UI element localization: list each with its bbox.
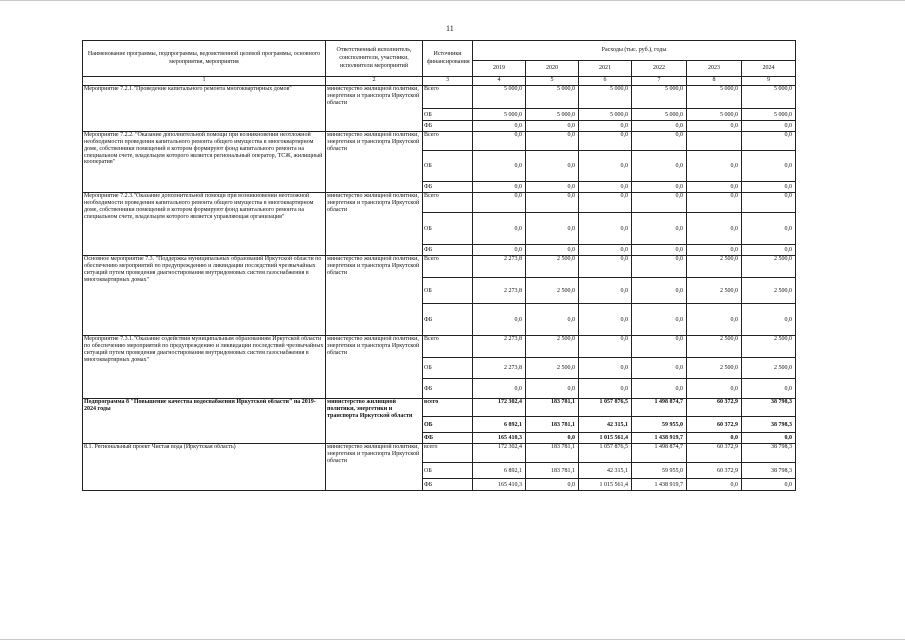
expense-value: 0,0: [579, 121, 632, 132]
expense-value: 183 781,1: [526, 399, 579, 417]
expense-value: 0,0: [473, 213, 526, 245]
header-executor: Ответственный исполнитель, соисполнители, участники, исполнители мероприятий: [326, 41, 423, 77]
expense-value: 0,0: [632, 358, 687, 379]
expense-value: 1 015 561,4: [579, 479, 632, 491]
expense-value: 1 057 876,5: [579, 444, 632, 463]
expense-value: 0,0: [632, 256, 687, 278]
expense-value: 0,0: [742, 121, 796, 132]
expense-value: 42 315,1: [579, 417, 632, 433]
expense-value: 0,0: [579, 304, 632, 336]
executor-name: министерство жилищной политики, энергетики и транспорта Иркутской области: [326, 336, 423, 399]
funding-source: Всего: [423, 336, 473, 358]
activity-name: Мероприятие 7.2.1."Проведение капитального ремонта многоквартирных домов": [83, 86, 326, 132]
expense-value: 0,0: [632, 132, 687, 151]
executor-name: министерство жилищной политики, энергетики и транспорта Иркутской области: [326, 132, 423, 193]
expense-value: 0,0: [579, 182, 632, 193]
year-header: 2024: [742, 61, 796, 77]
table-row: [83, 132, 796, 151]
funding-source: ОБ: [423, 417, 473, 433]
expense-value: 0,0: [579, 151, 632, 182]
activity-name: Мероприятие 7.2.3."Оказание дополнительной помощи при возникновении неотложной необходимости проведения капитального ремонта общего имущества в многоквартирном доме, собственники помещений в котором формируют фонд капитального ремонта на специальном счете, владельцем которого является управляющая организация": [83, 193, 326, 256]
expense-value: 0,0: [687, 182, 742, 193]
expense-value: 2 500,0: [742, 358, 796, 379]
expense-value: 0,0: [473, 182, 526, 193]
expense-value: 5 000,0: [526, 86, 579, 109]
expense-value: 0,0: [742, 245, 796, 256]
expense-value: 0,0: [687, 433, 742, 444]
expense-value: 5 000,0: [579, 86, 632, 109]
column-number: 8: [687, 77, 742, 86]
column-number: 5: [526, 77, 579, 86]
funding-source: ФБ: [423, 433, 473, 444]
funding-source: ОБ: [423, 358, 473, 379]
expense-value: 183 781,1: [526, 417, 579, 433]
funding-source: Всего: [423, 193, 473, 213]
expense-value: 5 000,0: [632, 86, 687, 109]
expense-value: 0,0: [473, 304, 526, 336]
expense-value: 0,0: [526, 245, 579, 256]
funding-source: всего: [423, 444, 473, 463]
column-number: 4: [473, 77, 526, 86]
expense-value: 5 000,0: [687, 109, 742, 121]
year-header: 2022: [632, 61, 687, 77]
expense-value: 5 000,0: [473, 109, 526, 121]
expense-value: 0,0: [632, 379, 687, 399]
expense-value: 0,0: [579, 256, 632, 278]
expense-value: 38 798,3: [742, 417, 796, 433]
expense-value: 2 500,0: [687, 336, 742, 358]
funding-source: всего: [423, 399, 473, 417]
expense-value: 60 372,9: [687, 444, 742, 463]
expense-value: 0,0: [526, 379, 579, 399]
table-row: [83, 193, 796, 213]
funding-source: ФБ: [423, 379, 473, 399]
expense-value: 0,0: [473, 379, 526, 399]
expense-value: 0,0: [687, 193, 742, 213]
activity-name: 8.1. Региональный проект Чистая вода (Иркутская область): [83, 444, 326, 491]
header-program: Наименование программы, подпрограммы, ведомственной целевой программы, основного мероприятия, мероприятия: [83, 41, 326, 77]
expense-value: 60 372,9: [687, 417, 742, 433]
expense-value: 0,0: [526, 121, 579, 132]
column-number: 7: [632, 77, 687, 86]
header-source: Источники финансирования: [423, 41, 473, 77]
funding-source: Всего: [423, 132, 473, 151]
expense-value: 0,0: [473, 245, 526, 256]
funding-source: ОБ: [423, 109, 473, 121]
column-number: 2: [326, 77, 423, 86]
expense-value: 1 015 561,4: [579, 433, 632, 444]
expense-value: 2 273,8: [473, 256, 526, 278]
expense-value: 2 500,0: [687, 256, 742, 278]
activity-name: Подпрограмма 8 "Повышение качества водоснабжения Иркутской области" на 2019-2024 годы: [83, 399, 326, 444]
activity-name: Мероприятие 7.3.1."Оказание содействия муниципальным образованиям Иркутской области по обеспечению мероприятий по предупреждению и ликвидации последствий чрезвычайных ситуаций путем проведения диагностирования внутридомовых систем газоснабжения в многоквартирных домах": [83, 336, 326, 399]
expense-value: 0,0: [632, 213, 687, 245]
expense-value: 0,0: [526, 182, 579, 193]
expense-value: 0,0: [742, 479, 796, 491]
expense-value: 5 000,0: [687, 86, 742, 109]
expense-value: 0,0: [473, 121, 526, 132]
expense-value: 42 315,1: [579, 463, 632, 479]
expense-value: 0,0: [526, 304, 579, 336]
expense-value: 165 410,3: [473, 433, 526, 444]
expense-value: 59 955,0: [632, 463, 687, 479]
expense-value: 0,0: [742, 213, 796, 245]
expense-value: 0,0: [687, 245, 742, 256]
column-number: 3: [423, 77, 473, 86]
funding-source: ОБ: [423, 463, 473, 479]
expense-value: 0,0: [579, 132, 632, 151]
funding-source: ФБ: [423, 121, 473, 132]
expense-value: 0,0: [473, 132, 526, 151]
expense-value: 0,0: [742, 433, 796, 444]
activity-name: Мероприятие 7.2.2. "Оказание дополнительной помощи при возникновении неотложной необходимости проведения капитального ремонта общего имущества в многоквартирном доме, собственники помещений в котором формируют фонд капитального ремонта на специальном счете, владельцем которого является региональный оператор, ТСЖ, жилищный кооператив": [83, 132, 326, 193]
activity-name: Основное мероприятие 7.3. "Поддержка муниципальных образований Иркутской области по обеспечению мероприятий по предупреждению и ликвидации последствий чрезвычайных ситуаций путем проведения диагностирования внутридомовых систем газоснабжения в многоквартирных домах": [83, 256, 326, 336]
expense-value: 0,0: [687, 213, 742, 245]
funding-source: ОБ: [423, 151, 473, 182]
year-header: 2019: [473, 61, 526, 77]
expense-value: 0,0: [632, 193, 687, 213]
expense-value: 38 798,3: [742, 463, 796, 479]
expense-value: 172 302,4: [473, 444, 526, 463]
expense-value: 0,0: [579, 245, 632, 256]
expense-value: 0,0: [632, 304, 687, 336]
expense-value: 0,0: [473, 193, 526, 213]
expense-value: 0,0: [742, 182, 796, 193]
expense-value: 0,0: [742, 132, 796, 151]
expense-value: 2 500,0: [526, 256, 579, 278]
expense-value: 183 781,1: [526, 444, 579, 463]
table-row: [83, 444, 796, 463]
executor-name: министерство жилищной политики, энергетики и транспорта Иркутской области: [326, 444, 423, 491]
expense-value: 5 000,0: [742, 109, 796, 121]
expense-value: 5 000,0: [473, 86, 526, 109]
expense-value: 5 000,0: [632, 109, 687, 121]
year-header: 2023: [687, 61, 742, 77]
expense-value: 5 000,0: [579, 109, 632, 121]
expense-value: 2 273,8: [473, 336, 526, 358]
table-row: [83, 399, 796, 417]
expense-value: 2 500,0: [526, 336, 579, 358]
expense-value: 0,0: [687, 379, 742, 399]
expense-value: 2 500,0: [526, 358, 579, 379]
expense-value: 1 498 874,7: [632, 444, 687, 463]
expense-value: 0,0: [742, 304, 796, 336]
expense-value: 1 438 919,7: [632, 433, 687, 444]
expense-value: 165 410,3: [473, 479, 526, 491]
expense-value: 0,0: [687, 304, 742, 336]
funding-source: ФБ: [423, 245, 473, 256]
table-row: [83, 256, 796, 278]
column-number: 1: [83, 77, 326, 86]
expense-value: 0,0: [742, 379, 796, 399]
scan-artifact-line: [0, 0, 905, 1]
expense-value: 0,0: [579, 358, 632, 379]
expense-value: 5 000,0: [742, 86, 796, 109]
expense-value: 0,0: [632, 121, 687, 132]
expense-value: 0,0: [742, 151, 796, 182]
expense-value: 60 372,9: [687, 399, 742, 417]
executor-name: министерство жилищной политики, энергетики и транспорта Иркутской области: [326, 399, 423, 444]
expense-value: 2 500,0: [687, 358, 742, 379]
funding-source: Всего: [423, 86, 473, 109]
expense-value: 0,0: [632, 245, 687, 256]
expense-value: 2 273,8: [473, 358, 526, 379]
year-header: 2020: [526, 61, 579, 77]
funding-source: ФБ: [423, 304, 473, 336]
column-number: 9: [742, 77, 796, 86]
expense-value: 5 000,0: [526, 109, 579, 121]
expense-value: 2 500,0: [742, 278, 796, 304]
expense-value: 59 955,0: [632, 417, 687, 433]
column-number: 6: [579, 77, 632, 86]
expense-value: 2 500,0: [742, 336, 796, 358]
expense-value: 0,0: [526, 433, 579, 444]
budget-table: [82, 40, 796, 491]
expense-value: 38 798,3: [742, 399, 796, 417]
expense-value: 0,0: [526, 193, 579, 213]
expense-value: 1 498 874,7: [632, 399, 687, 417]
expense-value: 183 781,1: [526, 463, 579, 479]
expense-value: 6 892,1: [473, 417, 526, 433]
expense-value: 0,0: [687, 151, 742, 182]
funding-source: ФБ: [423, 182, 473, 193]
expense-value: 0,0: [632, 151, 687, 182]
executor-name: министерство жилищной политики, энергетики и транспорта Иркутской области: [326, 86, 423, 132]
executor-name: министерство жилищной политики, энергетики и транспорта Иркутской области: [326, 256, 423, 336]
expense-value: 0,0: [526, 132, 579, 151]
table-row: [83, 336, 796, 358]
expense-value: 0,0: [526, 213, 579, 245]
expense-value: 0,0: [632, 336, 687, 358]
funding-source: ФБ: [423, 479, 473, 491]
header-expenses: Расходы (тыс. руб.), годы: [473, 41, 796, 61]
expense-value: 2 500,0: [526, 278, 579, 304]
expense-value: 0,0: [579, 336, 632, 358]
funding-source: ОБ: [423, 213, 473, 245]
expense-value: 0,0: [473, 151, 526, 182]
expense-value: 60 372,9: [687, 463, 742, 479]
expense-value: 0,0: [579, 278, 632, 304]
expense-value: [687, 132, 742, 151]
funding-source: ОБ: [423, 278, 473, 304]
expense-value: 0,0: [742, 193, 796, 213]
table-row: [83, 86, 796, 109]
expense-value: 2 500,0: [742, 256, 796, 278]
expense-value: 2 500,0: [687, 278, 742, 304]
expense-value: 0,0: [526, 479, 579, 491]
expense-value: 0,0: [579, 213, 632, 245]
expense-value: 0,0: [632, 278, 687, 304]
expense-value: 2 273,8: [473, 278, 526, 304]
expense-value: 0,0: [526, 151, 579, 182]
executor-name: министерство жилищной политики, энергетики и транспорта Иркутской области: [326, 193, 423, 256]
expense-value: 0,0: [687, 479, 742, 491]
expense-value: 38 798,3: [742, 444, 796, 463]
page-number: 11: [446, 24, 454, 33]
expense-value: 172 302,4: [473, 399, 526, 417]
expense-value: 0,0: [579, 379, 632, 399]
expense-value: 6 892,1: [473, 463, 526, 479]
expense-value: 0,0: [579, 193, 632, 213]
expense-value: 0,0: [687, 121, 742, 132]
funding-source: Всего: [423, 256, 473, 278]
expense-value: 0,0: [632, 182, 687, 193]
expense-value: 1 057 876,5: [579, 399, 632, 417]
expense-value: 1 438 919,7: [632, 479, 687, 491]
year-header: 2021: [579, 61, 632, 77]
